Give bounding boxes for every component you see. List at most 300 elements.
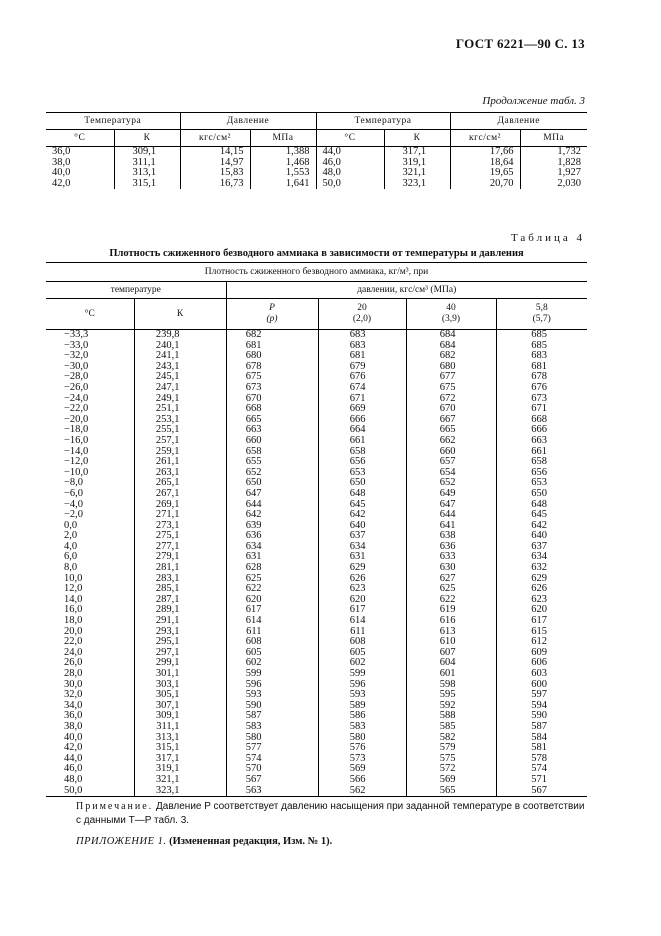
cell: 665 bbox=[226, 415, 318, 426]
cell: 622 bbox=[226, 584, 318, 595]
cell: 317,1 bbox=[134, 754, 226, 765]
cell: −33,3 bbox=[64, 329, 89, 340]
cell: 637 bbox=[318, 531, 406, 542]
cell: 601 bbox=[406, 669, 496, 680]
cell: 271,1 bbox=[134, 510, 226, 521]
cell: 683 bbox=[318, 330, 406, 341]
cell: 610 bbox=[406, 637, 496, 648]
cell: 581 bbox=[496, 743, 587, 754]
cell: 671 bbox=[318, 394, 406, 405]
cell: 574 bbox=[496, 764, 587, 775]
cell: 247,1 bbox=[134, 383, 226, 394]
cell: 615 bbox=[496, 627, 587, 638]
cell: 570 bbox=[226, 764, 318, 775]
cell: 287,1 bbox=[134, 595, 226, 606]
table-row bbox=[46, 415, 587, 426]
cell: 293,1 bbox=[134, 627, 226, 638]
t3-col-kgf: кгс/см² bbox=[180, 130, 250, 147]
cell: 587 bbox=[496, 722, 587, 733]
cell: 637 bbox=[496, 542, 587, 553]
cell: 313,1 bbox=[114, 168, 180, 179]
cell: −20,0 bbox=[64, 413, 89, 425]
cell: 319,1 bbox=[134, 764, 226, 775]
cell: 1,468 bbox=[250, 158, 316, 169]
cell: 1,828 bbox=[520, 158, 587, 169]
cell: 299,1 bbox=[134, 658, 226, 669]
cell: 674 bbox=[318, 383, 406, 394]
cell: 658 bbox=[226, 447, 318, 458]
cell: 655 bbox=[226, 457, 318, 468]
cell: 46,0 bbox=[316, 158, 384, 169]
cell: 645 bbox=[318, 500, 406, 511]
cell: 682 bbox=[226, 330, 318, 341]
cell: 662 bbox=[406, 436, 496, 447]
t3-col-celsius-2: °С bbox=[316, 130, 384, 147]
cell: 311,1 bbox=[114, 158, 180, 169]
cell: 661 bbox=[496, 447, 587, 458]
cell: 652 bbox=[226, 468, 318, 479]
table-row bbox=[46, 574, 587, 585]
cell: −4,0 bbox=[64, 498, 84, 510]
cell: 620 bbox=[318, 595, 406, 606]
cell: 629 bbox=[496, 574, 587, 585]
cell: 672 bbox=[406, 394, 496, 405]
cell: 269,1 bbox=[134, 500, 226, 511]
appendix-note bbox=[76, 836, 332, 847]
cell: 668 bbox=[496, 415, 587, 426]
t3-col-kgf-2: кгс/см² bbox=[450, 130, 520, 147]
table-row bbox=[46, 372, 587, 383]
cell: 627 bbox=[406, 574, 496, 585]
t4-col-celsius: °С bbox=[46, 299, 134, 330]
cell: 573 bbox=[318, 754, 406, 765]
table-row bbox=[46, 754, 587, 765]
cell: −28,0 bbox=[64, 371, 89, 383]
cell: 50,0 bbox=[46, 786, 134, 797]
table-row bbox=[46, 447, 587, 458]
t3-col-kelvin: К bbox=[114, 130, 180, 147]
cell: 1,927 bbox=[520, 168, 587, 179]
cell: 605 bbox=[318, 648, 406, 659]
cell: 563 bbox=[226, 786, 318, 797]
cell: 625 bbox=[226, 574, 318, 585]
cell: 38,0 bbox=[52, 156, 71, 168]
table-row bbox=[46, 362, 587, 373]
table-row bbox=[46, 168, 587, 179]
cell: 649 bbox=[406, 489, 496, 500]
cell: 16,73 bbox=[180, 179, 250, 190]
cell: 666 bbox=[496, 425, 587, 436]
cell: 617 bbox=[318, 605, 406, 616]
cell: 617 bbox=[226, 605, 318, 616]
cell: 676 bbox=[496, 383, 587, 394]
cell: 281,1 bbox=[134, 563, 226, 574]
cell: 616 bbox=[406, 616, 496, 627]
table-row bbox=[46, 457, 587, 468]
t4-col-40: 40 (3,9) bbox=[406, 299, 496, 330]
cell: 598 bbox=[406, 680, 496, 691]
cell: 678 bbox=[496, 372, 587, 383]
table-row bbox=[46, 500, 587, 511]
page-header: ГОСТ 6221—90 С. 13 bbox=[455, 36, 585, 51]
cell: 576 bbox=[318, 743, 406, 754]
cell: 681 bbox=[318, 351, 406, 362]
cell: 315,1 bbox=[134, 743, 226, 754]
cell: 596 bbox=[318, 680, 406, 691]
cell: 678 bbox=[226, 362, 318, 373]
table-row bbox=[46, 147, 587, 158]
cell: 663 bbox=[226, 425, 318, 436]
cell: 666 bbox=[318, 415, 406, 426]
cell: 243,1 bbox=[134, 362, 226, 373]
cell: 265,1 bbox=[134, 478, 226, 489]
cell: −22,0 bbox=[64, 403, 89, 415]
table-row bbox=[46, 478, 587, 489]
t3-group-pressure-2: Давление bbox=[450, 113, 587, 130]
cell: 685 bbox=[496, 341, 587, 352]
cell: 676 bbox=[318, 372, 406, 383]
cell: 650 bbox=[318, 478, 406, 489]
cell: 677 bbox=[406, 372, 496, 383]
cell: 1,553 bbox=[250, 168, 316, 179]
table-row bbox=[46, 179, 587, 190]
cell: 567 bbox=[496, 786, 587, 797]
cell: 642 bbox=[226, 510, 318, 521]
cell: 636 bbox=[226, 531, 318, 542]
t3-col-kelvin-2: К bbox=[384, 130, 450, 147]
table-row bbox=[46, 648, 587, 659]
cell: 650 bbox=[226, 478, 318, 489]
table-row bbox=[46, 468, 587, 479]
cell: 1,732 bbox=[520, 147, 587, 158]
cell: 295,1 bbox=[134, 637, 226, 648]
cell: 297,1 bbox=[134, 648, 226, 659]
table-row bbox=[46, 616, 587, 627]
cell: 1,641 bbox=[250, 179, 316, 190]
cell: 589 bbox=[318, 701, 406, 712]
cell: 669 bbox=[318, 404, 406, 415]
cell: 626 bbox=[318, 574, 406, 585]
cell: 654 bbox=[406, 468, 496, 479]
cell: 602 bbox=[318, 658, 406, 669]
cell: 36,0 bbox=[52, 146, 71, 157]
cell: 587 bbox=[226, 711, 318, 722]
cell: 597 bbox=[496, 690, 587, 701]
cell: 2,030 bbox=[520, 179, 587, 190]
table-row bbox=[46, 680, 587, 691]
t3-group-temperature: Температура bbox=[46, 113, 180, 130]
cell: 590 bbox=[496, 711, 587, 722]
cell: 640 bbox=[496, 531, 587, 542]
cell: 14,0 bbox=[64, 593, 83, 605]
cell: 586 bbox=[318, 711, 406, 722]
cell: 44,0 bbox=[316, 147, 384, 158]
cell: 321,1 bbox=[134, 775, 226, 786]
cell: 321,1 bbox=[384, 168, 450, 179]
cell: 323,1 bbox=[134, 786, 226, 797]
cell: 653 bbox=[318, 468, 406, 479]
cell: 303,1 bbox=[134, 680, 226, 691]
cell: 42,0 bbox=[52, 177, 71, 189]
cell: 658 bbox=[318, 447, 406, 458]
cell: 623 bbox=[318, 584, 406, 595]
table-row bbox=[46, 786, 587, 797]
cell: 631 bbox=[226, 552, 318, 563]
cell: 681 bbox=[496, 362, 587, 373]
cell: 277,1 bbox=[134, 542, 226, 553]
cell: 661 bbox=[318, 436, 406, 447]
cell: 315,1 bbox=[114, 179, 180, 190]
cell: 675 bbox=[226, 372, 318, 383]
t4-col-kelvin: К bbox=[134, 299, 226, 330]
table-row bbox=[46, 341, 587, 352]
table-4-density bbox=[46, 262, 587, 797]
cell: 593 bbox=[318, 690, 406, 701]
cell: 571 bbox=[496, 775, 587, 786]
cell: 636 bbox=[406, 542, 496, 553]
cell: 599 bbox=[226, 669, 318, 680]
cell: 663 bbox=[496, 436, 587, 447]
cell: 239,8 bbox=[134, 330, 226, 341]
cell: 273,1 bbox=[134, 521, 226, 532]
cell: 642 bbox=[318, 510, 406, 521]
cell: 664 bbox=[318, 425, 406, 436]
cell: 641 bbox=[406, 521, 496, 532]
cell: 279,1 bbox=[134, 552, 226, 563]
cell: 684 bbox=[406, 330, 496, 341]
cell: 629 bbox=[318, 563, 406, 574]
cell: 644 bbox=[406, 510, 496, 521]
cell: 291,1 bbox=[134, 616, 226, 627]
cell: 612 bbox=[496, 637, 587, 648]
cell: 606 bbox=[496, 658, 587, 669]
table-row bbox=[46, 510, 587, 521]
table-row bbox=[46, 637, 587, 648]
cell: 634 bbox=[318, 542, 406, 553]
cell: 650 bbox=[496, 489, 587, 500]
cell: 18,0 bbox=[64, 615, 83, 627]
t3-group-temperature-2: Температура bbox=[316, 113, 450, 130]
table-row bbox=[46, 521, 587, 532]
cell: 611 bbox=[318, 627, 406, 638]
cell: −12,0 bbox=[64, 456, 89, 468]
table-row bbox=[46, 383, 587, 394]
cell: −18,0 bbox=[64, 424, 89, 436]
cell: 30,0 bbox=[64, 678, 83, 690]
cell: 653 bbox=[496, 478, 587, 489]
table-row bbox=[46, 701, 587, 712]
cell: 240,1 bbox=[134, 341, 226, 352]
cell: 26,0 bbox=[64, 657, 83, 669]
cell: 20,0 bbox=[64, 625, 83, 637]
cell: 275,1 bbox=[134, 531, 226, 542]
cell: 249,1 bbox=[134, 394, 226, 405]
note-text: Давление P соответствует давлению насыщения при заданной температуре в соответствии с данными T—P табл. 3. bbox=[76, 801, 585, 826]
cell: 245,1 bbox=[134, 372, 226, 383]
cell: 667 bbox=[406, 415, 496, 426]
cell: 638 bbox=[406, 531, 496, 542]
cell: 656 bbox=[496, 468, 587, 479]
table-row bbox=[46, 711, 587, 722]
cell: 572 bbox=[406, 764, 496, 775]
cell: 14,15 bbox=[180, 147, 250, 158]
cell: 562 bbox=[318, 786, 406, 797]
cell: 317,1 bbox=[384, 147, 450, 158]
cell: 600 bbox=[496, 680, 587, 691]
cell: 679 bbox=[318, 362, 406, 373]
cell: 569 bbox=[406, 775, 496, 786]
cell: 623 bbox=[496, 595, 587, 606]
t3-group-pressure: Давление bbox=[180, 113, 316, 130]
table-row bbox=[46, 552, 587, 563]
cell: 569 bbox=[318, 764, 406, 775]
table-row bbox=[46, 404, 587, 415]
cell: 582 bbox=[406, 733, 496, 744]
cell: −8,0 bbox=[64, 477, 84, 489]
cell: 631 bbox=[318, 552, 406, 563]
cell: 263,1 bbox=[134, 468, 226, 479]
cell: 309,1 bbox=[134, 711, 226, 722]
cell: 680 bbox=[406, 362, 496, 373]
table-note bbox=[76, 800, 588, 828]
cell: 48,0 bbox=[316, 168, 384, 179]
cell: 309,1 bbox=[114, 147, 180, 158]
cell: 307,1 bbox=[134, 701, 226, 712]
cell: 34,0 bbox=[64, 699, 83, 711]
cell: −26,0 bbox=[64, 381, 89, 393]
cell: 611 bbox=[226, 627, 318, 638]
cell: 648 bbox=[318, 489, 406, 500]
cell: 648 bbox=[496, 500, 587, 511]
cell: 311,1 bbox=[134, 722, 226, 733]
cell: 578 bbox=[496, 754, 587, 765]
cell: 634 bbox=[496, 552, 587, 563]
cell: 583 bbox=[226, 722, 318, 733]
cell: 683 bbox=[318, 341, 406, 352]
cell: 1,388 bbox=[250, 147, 316, 158]
cell: 682 bbox=[406, 351, 496, 362]
cell: 671 bbox=[496, 404, 587, 415]
cell: 565 bbox=[406, 786, 496, 797]
cell: 588 bbox=[406, 711, 496, 722]
cell: 660 bbox=[226, 436, 318, 447]
cell: 241,1 bbox=[134, 351, 226, 362]
cell: 622 bbox=[406, 595, 496, 606]
cell: 46,0 bbox=[64, 763, 83, 775]
appendix-label: ПРИЛОЖЕНИЕ 1. bbox=[76, 836, 167, 847]
table-row bbox=[46, 563, 587, 574]
cell: 8,0 bbox=[64, 562, 78, 574]
cell: 22,0 bbox=[64, 636, 83, 648]
cell: −30,0 bbox=[64, 360, 89, 372]
table-row bbox=[46, 627, 587, 638]
cell: 14,97 bbox=[180, 158, 250, 169]
cell: 660 bbox=[406, 447, 496, 458]
cell: 607 bbox=[406, 648, 496, 659]
t4-col-20: 20 (2,0) bbox=[318, 299, 406, 330]
cell: 44,0 bbox=[64, 752, 83, 764]
table-row bbox=[46, 436, 587, 447]
table-row bbox=[46, 775, 587, 786]
cell: 604 bbox=[406, 658, 496, 669]
table-3-continuation bbox=[46, 112, 587, 189]
table-row bbox=[46, 489, 587, 500]
table-row bbox=[46, 595, 587, 606]
table-row bbox=[46, 658, 587, 669]
cell: 619 bbox=[406, 605, 496, 616]
cell: −14,0 bbox=[64, 445, 89, 457]
cell: 670 bbox=[406, 404, 496, 415]
cell: 32,0 bbox=[64, 689, 83, 701]
cell: 313,1 bbox=[134, 733, 226, 744]
cell: 38,0 bbox=[64, 720, 83, 732]
appendix-revision: (Измененная редакция, Изм. № 1). bbox=[169, 836, 333, 847]
cell: 613 bbox=[406, 627, 496, 638]
cell: 36,0 bbox=[64, 710, 83, 722]
cell: 628 bbox=[226, 563, 318, 574]
table-row bbox=[46, 542, 587, 553]
cell: 680 bbox=[226, 351, 318, 362]
cell: 574 bbox=[226, 754, 318, 765]
cell: 657 bbox=[406, 457, 496, 468]
cell: 580 bbox=[226, 733, 318, 744]
cell: 2,0 bbox=[64, 530, 78, 542]
cell: 685 bbox=[496, 330, 587, 341]
t4-header-density: Плотность сжиженного безводного аммиака, кг/м³, при bbox=[46, 263, 587, 282]
cell: 24,0 bbox=[64, 646, 83, 658]
cell: 620 bbox=[226, 595, 318, 606]
cell: 28,0 bbox=[64, 668, 83, 679]
cell: 625 bbox=[406, 584, 496, 595]
cell: 656 bbox=[318, 457, 406, 468]
cell: 608 bbox=[226, 637, 318, 648]
cell: 10,0 bbox=[64, 572, 83, 584]
table-row bbox=[46, 764, 587, 775]
cell: 594 bbox=[496, 701, 587, 712]
cell: 668 bbox=[226, 404, 318, 415]
cell: 639 bbox=[226, 521, 318, 532]
table-4-title: Плотность сжиженного безводного аммиака в зависимости от температуры и давления bbox=[109, 248, 524, 259]
cell: 658 bbox=[496, 457, 587, 468]
cell: 647 bbox=[406, 500, 496, 511]
cell: 595 bbox=[406, 690, 496, 701]
t4-col-p: P (p) bbox=[226, 299, 318, 330]
table-row bbox=[46, 733, 587, 744]
table-row bbox=[46, 425, 587, 436]
cell: 15,83 bbox=[180, 168, 250, 179]
cell: 267,1 bbox=[134, 489, 226, 500]
cell: 12,0 bbox=[64, 583, 83, 595]
cell: 602 bbox=[226, 658, 318, 669]
cell: −24,0 bbox=[64, 392, 89, 404]
cell: −16,0 bbox=[64, 434, 89, 446]
cell: 605 bbox=[226, 648, 318, 659]
cell: 593 bbox=[226, 690, 318, 701]
cell: 640 bbox=[318, 521, 406, 532]
cell: 681 bbox=[226, 341, 318, 352]
cell: 645 bbox=[496, 510, 587, 521]
cell: 42,0 bbox=[64, 742, 83, 754]
cell: 665 bbox=[406, 425, 496, 436]
table-4-label: Таблица 4 bbox=[510, 232, 585, 244]
cell: 614 bbox=[226, 616, 318, 627]
cell: 251,1 bbox=[134, 404, 226, 415]
cell: 609 bbox=[496, 648, 587, 659]
cell: 590 bbox=[226, 701, 318, 712]
table-row bbox=[46, 584, 587, 595]
cell: 632 bbox=[496, 563, 587, 574]
cell: 255,1 bbox=[134, 425, 226, 436]
